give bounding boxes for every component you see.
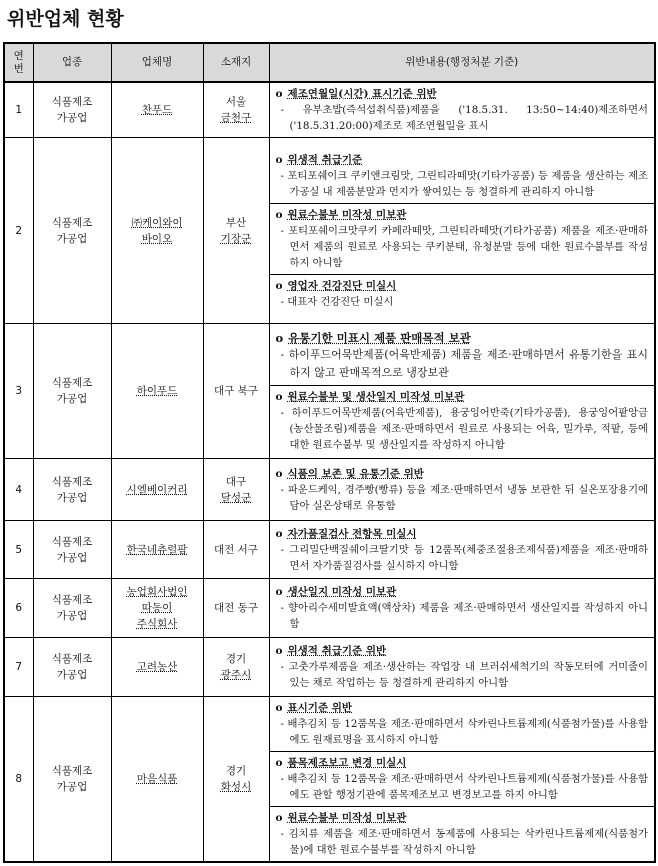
violation-block: [270, 581, 655, 635]
violation-description: - 하이푸드어묵반제품(어육반제품), 용궁잉어반죽(기타가공품), 용궁잉어팥앙금(농산물조림)제품을 제조·판매하면서 원료로 사용되는 어육, 밀가루, 적팥, 등에 대한 원료수불부 및 생산일지를 작성하지 아니함: [280, 406, 648, 451]
company-name: [111, 324, 203, 459]
violation-heading-text: 식품의 보존 및 유통기준 위반: [287, 467, 424, 480]
violation-block: [270, 523, 655, 577]
violation-block: [270, 463, 655, 517]
business-type-line: 식품제조: [51, 535, 93, 548]
violation-heading: [276, 584, 649, 600]
company-name: [111, 579, 203, 638]
table-row: [4, 459, 655, 521]
bullet-marker: o: [275, 586, 283, 598]
row-number: 6: [4, 579, 33, 638]
table-row: [4, 521, 655, 579]
company-name-line: 바이오: [141, 232, 173, 245]
header-num: [4, 43, 33, 82]
business-type-line: 식품제조: [51, 765, 93, 777]
bullet-marker: o: [275, 208, 283, 221]
header-num-part: 연: [13, 49, 24, 62]
header-violation: 위반내용(행정처분 기준): [269, 43, 655, 82]
violation-block: [270, 640, 655, 694]
violation-description: - 그리밀단백질쉐이크딸기맛 등 12품목(체중조절용조제식품)제품을 제조·판매하면서 자가품질검사를 실시하지 아니함: [280, 543, 648, 572]
table-header-row: [4, 43, 655, 82]
table-body: [4, 82, 655, 862]
company-name-line: 고려농산: [136, 661, 178, 673]
violation-heading-text: 원료수불부 및 생산일지 미작성 미보관: [287, 390, 465, 403]
bullet-marker: o: [275, 702, 283, 714]
header-num-text: [14, 50, 24, 75]
table-row: [4, 638, 655, 697]
company-name: [111, 138, 203, 324]
bullet-marker: o: [275, 390, 283, 403]
violation-description: - 배추김치 등 12품목을 제조·판매하면서 삭카린나트륨제제(식품첨가물)를 사용함에도 관할 행정기관에 품목제조보고 변경보고를 하지 아니함: [280, 773, 648, 801]
violation-description: - 하이푸드어묵반제품(어육반제품) 제품을 제조·판매하면서 유통기한을 표시하지 않고 판매목적으로 냉장보관: [280, 347, 648, 379]
violation-block: [270, 806, 655, 861]
violation-description: - 대표자 건강진단 미실시: [280, 295, 394, 308]
location-line: 광주시: [220, 669, 252, 681]
location-line: 대전 동구: [214, 602, 258, 614]
row-number: 4: [4, 459, 33, 521]
violation-heading-text: 자가품질검사 전항목 미실시: [287, 527, 417, 540]
business-type: [33, 579, 111, 638]
location-line: 대구 북구: [214, 385, 258, 397]
violation-heading-text: 위생적 취급기준: [287, 153, 363, 166]
bullet-marker: o: [275, 527, 283, 540]
business-type-line: 가공업: [56, 491, 88, 504]
violation-description: - 배추김치 등 12품목을 제조·판매하면서 삭카린나트륨제제(식품첨가물)를 사용함에도 원재료명을 표시하지 아니함: [280, 718, 648, 746]
business-type-line: 식품제조: [51, 377, 93, 389]
violation-heading-text: 원료수불부 미작성 미보관: [287, 208, 407, 221]
location-line: 화성시: [220, 781, 252, 793]
bullet-marker: o: [275, 153, 283, 166]
violation-heading-text: 표시기준 위반: [287, 702, 353, 714]
table-row: [4, 579, 655, 638]
business-type: [33, 697, 111, 863]
header-type: 업종: [33, 43, 111, 82]
violation-heading: [276, 526, 649, 542]
company-name: [111, 697, 203, 863]
business-type: [33, 138, 111, 324]
violation-description: - 고춧가루제품을 제조·생산하는 작업장 내 브러쉬세척기의 작동모터에 거미줄이 있는 채로 작업하는 등 청결하게 관리하지 아니함: [280, 661, 648, 689]
violation-block: [270, 149, 655, 203]
location-line: 금천구: [220, 112, 252, 124]
header-location: 소재지: [203, 43, 269, 82]
violation-heading: [276, 330, 649, 346]
business-type: [33, 324, 111, 459]
violation-heading: [276, 389, 649, 405]
row-number: 2: [4, 138, 33, 324]
business-type: [33, 521, 111, 579]
violation-block: [270, 327, 655, 385]
bullet-marker: o: [275, 467, 283, 480]
violation-description: - 향아리수세미발효액(액상차) 제품을 제조·판매하면서 생산일지를 작성하지 아니함: [280, 602, 648, 630]
location-line: 기장군: [220, 232, 252, 245]
table-row: [4, 324, 655, 459]
company-name-line: 마음식품: [136, 773, 178, 785]
table-row: [4, 82, 655, 138]
company-name-line: ㈜케이와이: [131, 216, 183, 229]
business-type: [33, 638, 111, 697]
violation-details: [269, 697, 655, 863]
business-type-line: 식품제조: [51, 594, 93, 606]
violation-heading-text: 영업자 건강진단 미실시: [287, 279, 397, 292]
company-name-line: 한국네츄럴팜: [126, 543, 188, 556]
business-type-line: 가공업: [56, 610, 88, 622]
business-type-line: 식품제조: [51, 96, 93, 108]
header-name: 업체명: [111, 43, 203, 82]
violation-description: - 김치류 제품을 제조·판매하면서 동제품에 사용되는 삭카린나트륨제제(식품첨가물)에 대한 원료수불부를 작성하지 아니함: [280, 828, 648, 856]
violation-heading-text: 위생적 취급기준 위반: [287, 645, 387, 657]
bullet-marker: o: [275, 88, 283, 100]
business-type-line: 가공업: [56, 232, 88, 245]
company-location: [203, 697, 269, 863]
violation-heading: [276, 207, 649, 223]
violation-block: [270, 697, 655, 751]
violation-description: - 포티포쉐이크맛쿠키 카페라떼맛, 그린티라떼맛(기타가공품) 제품을 제조·판매하면서 제품의 원료로 사용되는 쿠키분태, 유청분말 등에 대한 원료수불부를 작성하지 아니함: [280, 224, 648, 269]
violation-block: [270, 274, 655, 313]
violation-details: [269, 579, 655, 638]
business-type-line: 가공업: [56, 393, 88, 405]
company-name: [111, 638, 203, 697]
business-type: [33, 459, 111, 521]
violation-block: [270, 751, 655, 806]
violation-description: - 유부초밥(즉석섭취식품)제품을 ('18.5.31. 13:50~14:40)제조하면서 ('18.5.31.20:00)제조로 제조연월일을 표시: [280, 104, 648, 132]
violation-details: [269, 521, 655, 579]
table-row: [4, 697, 655, 863]
header-num-part: 번: [13, 62, 24, 75]
business-type-line: 식품제조: [51, 653, 93, 665]
company-location: [203, 459, 269, 521]
violation-heading: [276, 278, 649, 294]
row-number: 1: [4, 82, 33, 138]
bullet-marker: o: [275, 757, 283, 769]
business-type: [33, 82, 111, 138]
company-location: [203, 638, 269, 697]
company-name-line: 찬푸드: [141, 104, 173, 116]
location-line: 경기: [225, 653, 247, 665]
company-name-line: 농업회사법인: [126, 586, 188, 598]
violation-block: [270, 203, 655, 274]
company-name-line: 주식회사: [136, 618, 178, 630]
violation-description: - 포티포쉐이크 쿠키앤크림맛, 그린티라떼맛(기타가공품) 등 제품을 생산하는 제조가공실 내 제품분말과 먼지가 쌓여있는 등 청결하게 관리하지 아니함: [280, 169, 648, 198]
location-line: 대전 서구: [214, 543, 258, 556]
violation-heading: [276, 643, 649, 659]
business-type-line: 식품제조: [51, 216, 93, 229]
bullet-marker: o: [275, 330, 284, 345]
row-number: 5: [4, 521, 33, 579]
company-name: [111, 521, 203, 579]
violation-details: [269, 459, 655, 521]
row-number: 7: [4, 638, 33, 697]
row-number: 8: [4, 697, 33, 863]
location-line: 경기: [225, 765, 247, 777]
location-line: 서울: [225, 96, 247, 108]
violation-heading: [276, 152, 649, 168]
business-type-line: 식품제조: [51, 475, 93, 488]
violation-description: - 파운드케익, 경주빵(빵류) 등을 제조·판매하면서 냉동 보관한 뒤 실온포장용기에 담아 실온상태로 유통함: [280, 483, 648, 512]
company-location: [203, 82, 269, 138]
location-line: 달성군: [220, 491, 252, 504]
violation-table: [3, 42, 656, 863]
violation-details: [269, 638, 655, 697]
violation-heading-text: 유통기한 미표시 제품 판매목적 보관: [288, 330, 471, 345]
table-row: [4, 138, 655, 324]
business-type-line: 가공업: [56, 781, 88, 793]
company-location: [203, 521, 269, 579]
company-name-line: 따동이: [141, 602, 173, 614]
bullet-marker: o: [275, 279, 283, 292]
violation-heading-text: 원료수불부 미작성 미보관: [287, 812, 407, 824]
location-line: 부산: [225, 216, 247, 229]
bullet-marker: o: [275, 645, 283, 657]
bullet-marker: o: [275, 812, 283, 824]
company-location: [203, 324, 269, 459]
violation-heading: [276, 810, 649, 826]
violation-heading-text: 생산일지 미작성 미보관: [287, 586, 397, 598]
company-name: [111, 82, 203, 138]
violation-details: [269, 324, 655, 459]
violation-heading: [276, 700, 649, 716]
company-name-line: 하이푸드: [136, 385, 178, 397]
violation-heading: [276, 755, 649, 771]
violation-details: [269, 138, 655, 324]
company-location: [203, 138, 269, 324]
business-type-line: 가공업: [56, 669, 88, 681]
row-number: 3: [4, 324, 33, 459]
page-title: 위반업체 현황: [7, 8, 124, 30]
violation-heading: [276, 466, 649, 482]
violation-heading-text: 품목제조보고 변경 미실시: [287, 757, 407, 769]
company-location: [203, 579, 269, 638]
violation-heading-text: 제조연월일(시간) 표시기준 위반: [287, 88, 437, 100]
violation-block: [270, 385, 655, 456]
violation-heading: [276, 86, 649, 102]
business-type-line: 가공업: [56, 112, 88, 124]
business-type-line: 가공업: [56, 551, 88, 564]
location-line: 대구: [225, 475, 247, 488]
violation-details: [269, 82, 655, 138]
company-name-line: 시엘베이커리: [126, 483, 188, 496]
violation-block: [270, 83, 655, 137]
company-name: [111, 459, 203, 521]
